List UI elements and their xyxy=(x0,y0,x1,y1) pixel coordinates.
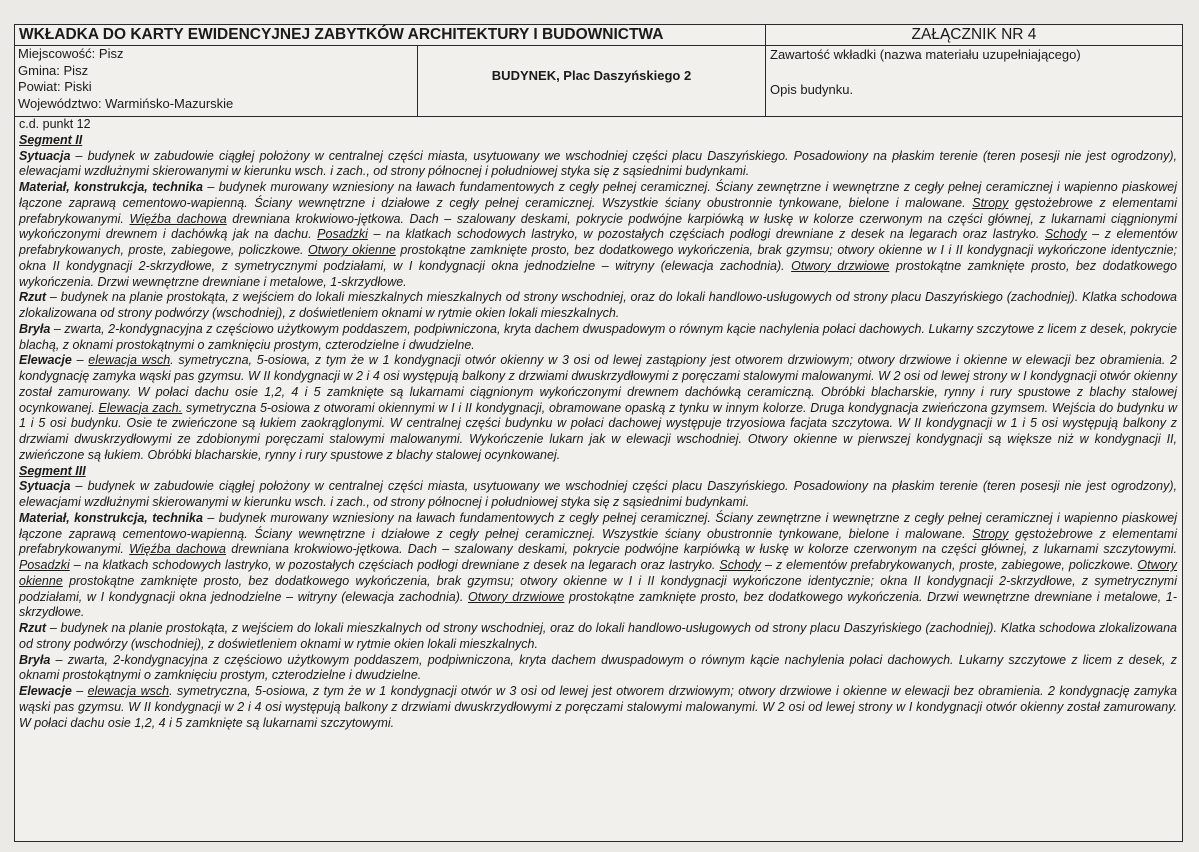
label-material: Materiał, konstrukcja, technika xyxy=(19,180,203,194)
term-posadzki: Posadzki xyxy=(19,558,70,572)
commune: Gmina: Pisz xyxy=(18,62,89,78)
paragraph-plan: Rzut – budynek na planie prostokąta, z wejściem do lokali mieszkalnych od strony wschodniej, oraz do lokali handlowo-usługowych od strony placu Daszyńskiego (zachodniej). Klatka schodowa zlokalizowana od strony podwórzy (wschodniej), z doświetleniem oknami w rytmie okien lokali mieszkalnych. xyxy=(19,621,1177,651)
county: Powiat: Piski xyxy=(18,79,92,94)
label-elevations: Elewacje xyxy=(19,684,72,698)
info-row xyxy=(15,46,1182,117)
label-massing: Bryła xyxy=(19,652,51,667)
paragraph-elevations: Elewacje – elewacja wsch. symetryczna, 5-osiowa, z tym że w 1 kondygnacji otwór w 3 osi od lewej jest otworem drzwiowym; otwory drzwiowe i okienne w elewacji bez obramienia. 2 kondygnację zamyka wąski pas gzymsu. W II kondygnacji w 2 i 4 osi występują balkony z drzwiami dwuskrzydłowymi z poręczami stalowymi malowanymi. W 2 osi od lewej strony w I kondygnacji otwór okienny został zamurowany. W połaci dachu osie 1,2, 4 i 5 zamknięte są lukarnami szczytowymi. xyxy=(19,684,1177,730)
label-situation: Sytuacja xyxy=(19,148,71,163)
paragraph-elevations: Elewacje – elewacja wsch. symetryczna, 5-osiowa, z tym że w 1 kondygnacji otwór okienny w 3 osi od lewej zastąpiony jest otworem drzwiowym; otwory drzwiowe i okienne w elewacji bez obramienia. 2 kondygnację zamyka wąski pas gzymsu. W II kondygnacji w 2 i 4 osi występują balkony z drzwiami dwuskrzydłowymi z poręczami stalowymi malowanymi. W 2 osi od lewej strony w I kondygnacji otwór okienny został zamurowany. W połaci dachu osie 1,2, 4 i 5 zamknięte są lukarnami ciągnionym wykończonymi drewnem dachówką ceramiczną. Obróbki blacharskie, rynny i rury spustowe z blachy stalowej ocynkowanej. Elewacja zach. symetryczna 5-osiowa z otworami okiennymi w I i II kondygnacji, obramowane opaską z tynku w innym kolorze. Druga kondygnacja zwieńczona gzymsem. Wejścia do budynku w 1 i 5 osi budynku. Osie te zwieńczone są łukiem zaokrąglonymi. W centralnej części budynku w połaci dachowej występuje trzyosiowa facjata szczytowa. W II kondygnacji w 1 i 5 osi występują balkony z drzwiami dwuskrzydłowymi ze zdobionymi poręczami stalowymi malowanymi. Wykończenie lukarn jak w elewacji wschodniej. Otwory okienne w pierwszej kondygnacji są większe niż w kondygnacji II, zwieńczone są łukiem. Obróbki blacharskie, rynny i rury spustowe z blachy stalowej ocynkowanej. xyxy=(19,353,1178,462)
term-elewacja-wsch: elewacja wsch xyxy=(87,684,170,698)
voivodeship: Województwo: Warmińsko-Mazurskie xyxy=(18,95,234,111)
paragraph-situation: Sytuacja – budynek w zabudowie ciągłej położony w centralnej części miasta, usytuowany we wschodniej części placu Daszyńskiego. Posadowiony na płaskim terenie (teren posesji nie jest ogrodzony), elewacjami wzdłużnymi skierowanymi w kierunku wsch. i zach., od strony północnej i południowej styka się z sąsiednimi budynkami. xyxy=(19,148,1177,179)
insert-cell xyxy=(766,46,1182,116)
term-otwory-drzwiowe: Otwory drzwiowe xyxy=(468,589,565,604)
term-elewacja-wsch: elewacja wsch xyxy=(88,353,171,368)
insert-description: Opis budynku. xyxy=(770,81,854,97)
label-elevations: Elewacje xyxy=(19,353,72,368)
label-situation: Sytuacja xyxy=(19,479,71,494)
paragraph-plan: Rzut – budynek na planie prostokąta, z wejściem do lokali mieszkalnych mieszkalnych od strony wschodniej, oraz do lokali handlowo-usługowych od strony placu Daszyńskiego (zachodniej). Klatka schodowa zlokalizowana od strony podwórzy (wschodniej), z doświetleniem oknami w rytmie okien lokali mieszkalnych. xyxy=(19,290,1177,320)
term-otwory-drzwiowe: Otwory drzwiowe xyxy=(791,258,890,273)
label-material: Materiał, konstrukcja, technika xyxy=(19,510,203,525)
paragraph-massing: Bryła – zwarta, 2-kondygnacyjna z częściowo użytkowym poddaszem, podpiwniczona, kryta dachem dwuspadowym o równym kącie nachylenia połaci dachowych. Lukarny szczytowe z licem z desek, pokrycie blachą, z oknami prostokątnymi o zamknięciu prostym, czterodzielne i dwudzielne. xyxy=(19,321,1177,352)
label-massing: Bryła xyxy=(19,321,51,336)
term-stropy: Stropy xyxy=(972,526,1009,541)
term-elewacja-zach: Elewacja zach. xyxy=(98,400,183,415)
description-body xyxy=(15,117,1182,731)
paragraph-material: Materiał, konstrukcja, technika – budynek murowany wzniesiony na ławach fundamentowych z cegły pełnej ceramicznej. Ściany zewnętrzne i wewnętrzne z cegły pełnej ceramicznej i wapienno piaskowej łączone zaprawą cementowo-wapienną. Ściany wewnętrzne i działowe z cegły pełnej ceramicznej. Wszystkie ściany obustronnie tynkowane, bielone i malowane. Stropy gęstożebrowe z elementami prefabrykowanymi. Więźba dachowa drewniana krokwiowo-jętkowa. Dach – szalowany deskami, pokrycie podwójne karpiówką w łuskę w kolorze czerwonym na części głównej, z lukarnami szczytowymi. Posadzki – na klatkach schodowych lastryko, w pozostałych częściach podłogi drewniane z desek na legarach oraz lastryko. Schody – z elementów prefabrykowanych, proste, zabiegowe, policzkowe. Otwory okienne prostokątne zamknięte prosto, bez dodatkowego wykończenia, brak gzymsu; otwory okienne w I i II kondygnacji wykończone identycznie; okna II kondygnacji 2-skrzydłowe, z symetrycznymi podziałami, w I kondygnacji okna jednodzielne – witryny (elewacja zachodnia). Otwory drzwiowe prostokątne zamknięte prosto, bez dodatkowego wykończenia. Drzwi wewnętrzne drewniane i metalowe, 1-skrzydłowe. xyxy=(19,510,1178,620)
term-wiezba: Więźba dachowa xyxy=(129,211,227,226)
paragraph-massing: Bryła – zwarta, 2-kondygnacyjna z częściowo użytkowym poddaszem, podpiwniczona, kryta dachem dwuspadowym o równym kącie nachylenia połaci dachowych. Lukarny szczytowe z licem z desek, z oknami prostokątnymi o zamknięciu prostym, czterodzielne i dwudzielne. xyxy=(19,652,1177,683)
label-plan: Rzut xyxy=(19,290,47,305)
term-stropy: Stropy xyxy=(972,195,1009,210)
annex-number: ZAŁĄCZNIK NR 4 xyxy=(911,26,1037,43)
location-cell xyxy=(15,46,418,116)
header-row xyxy=(15,25,1182,46)
term-otwory-okienne: Otwory okienne xyxy=(308,243,396,257)
paragraph-material: Materiał, konstrukcja, technika – budynek murowany wzniesiony na ławach fundamentowych z cegły pełnej ceramicznej. Ściany zewnętrzne i wewnętrzne z cegły pełnej ceramicznej i wapienno piaskowej łączone zaprawą cementowo-wapienną. Ściany wewnętrzne i działowe z cegły pełnej ceramicznej. Wszystkie ściany obustronnie tynkowane, bielone i malowane. Stropy gęstożebrowe z elementami prefabrykowanymi. Więźba dachowa drewniana krokwiowo-jętkowa. Dach – szalowany deskami, pokrycie podwójne karpiówką w łuskę w kolorze czerwonym na części głównej, z lukarnami ciągnionymi wykończonymi drewnem i dachówką jak na dachu. Posadzki – na klatkach schodowych lastryko, w pozostałych częściach podłogi drewniane z desek na legarach oraz lastryko. Schody – z elementów prefabrykowanych, proste, zabiegowe, policzkowe. Otwory okienne prostokątne zamknięte prosto, bez dodatkowego wykończenia, brak gzymsu; otwory okienne w I i II kondygnacji wykończone identycznie; okna II kondygnacji 2-skrzydłowe, z symetrycznymi podziałami, w I kondygnacji okna jednodzielne – witryny (elewacja zachodnia). Otwory drzwiowe prostokątne zamknięte prosto, bez dodatkowego wykończenia. Drzwi wewnętrzne drewniane i metalowe, 1-skrzydłowe. xyxy=(19,180,1178,289)
term-schody: Schody xyxy=(719,558,762,572)
segment-heading: Segment II xyxy=(19,132,83,147)
document-title: WKŁADKA DO KARTY EWIDENCYJNEJ ZABYTKÓW ARCHITEKTURY I BUDOWNICTWA xyxy=(15,25,766,45)
document-page xyxy=(14,24,1183,842)
building-name: BUDYNEK, Plac Daszyńskiego 2 xyxy=(418,46,766,116)
label-plan: Rzut xyxy=(19,621,47,635)
term-posadzki: Posadzki xyxy=(317,227,368,242)
paragraph-situation: Sytuacja – budynek w zabudowie ciągłej położony w centralnej części miasta, usytuowany we wschodniej części placu Daszyńskiego. Posadowiony na płaskim terenie (teren posesji nie jest ogrodzony), elewacjami wzdłużnymi skierowanymi w kierunku wsch. i zach., od strony północnej i południowej styka się z sąsiednimi budynkami. xyxy=(19,479,1177,509)
segment-heading: Segment III xyxy=(19,463,86,478)
term-wiezba: Więźba dachowa xyxy=(129,542,227,557)
continuation-note: c.d. punkt 12 xyxy=(19,117,91,131)
insert-contents-label: Zawartość wkładki (nazwa materiału uzupełniającego) xyxy=(770,47,1081,62)
town: Miejscowość: Pisz xyxy=(18,46,124,61)
term-otwory-okienne: Otwory okienne xyxy=(19,558,1177,588)
term-schody: Schody xyxy=(1044,227,1087,242)
